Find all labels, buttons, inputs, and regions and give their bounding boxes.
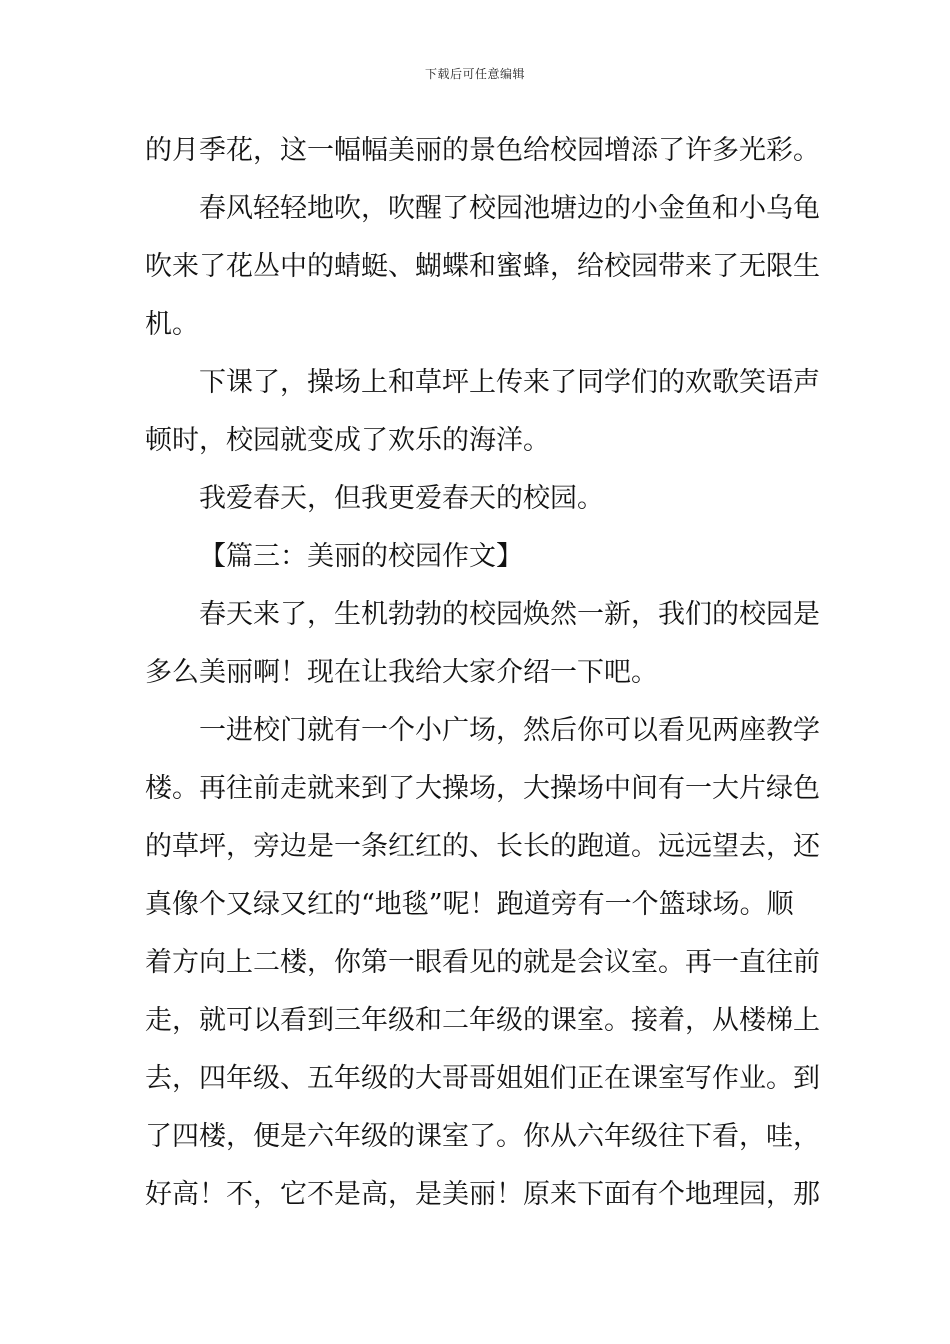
paragraph: [145, 706, 820, 1228]
text-line: 吹来了花丛中的蜻蜓、蝴蝶和蜜蜂，给校园带来了无限生: [145, 251, 820, 282]
page-header: 下载后可任意编辑: [424, 67, 525, 81]
paragraph: [145, 184, 820, 358]
paragraph: [145, 358, 820, 474]
text-line: 真像个又绿又红的“地毯”呢！跑道旁有一个篮球场。顺: [145, 889, 794, 920]
paragraph: [145, 474, 810, 532]
section-heading: [145, 532, 810, 590]
text-line: 的月季花，这一幅幅美丽的景色给校园增添了许多光彩。: [145, 135, 820, 166]
text-line: 一进校门就有一个小广场，然后你可以看见两座教学: [199, 715, 820, 746]
section-heading-text: 【篇三：美丽的校园作文】: [199, 541, 523, 572]
document-body: [145, 126, 820, 1228]
text-line: 走，就可以看到三年级和二年级的课室。接着，从楼梯上: [145, 1005, 820, 1036]
text-line: 下课了，操场上和草坪上传来了同学们的欢歌笑语声: [199, 367, 820, 398]
text-line: 机。: [145, 309, 199, 340]
text-line: 去，四年级、五年级的大哥哥姐姐们正在课室写作业。到: [145, 1063, 820, 1094]
text-line: 的草坪，旁边是一条红红的、长长的跑道。远远望去，还: [145, 831, 820, 862]
text-line: 春风轻轻地吹，吹醒了校园池塘边的小金鱼和小乌龟: [199, 193, 820, 224]
text-line: 多么美丽啊！现在让我给大家介绍一下吧。: [145, 657, 658, 688]
paragraph: [145, 126, 820, 184]
text-line: 了四楼，便是六年级的课室了。你从六年级往下看，哇，: [145, 1121, 820, 1152]
text-line: 楼。再往前走就来到了大操场，大操场中间有一大片绿色: [145, 773, 820, 804]
paragraph: [145, 590, 820, 706]
text-line: 春天来了，生机勃勃的校园焕然一新，我们的校园是: [199, 599, 820, 630]
text-line: 顿时，校园就变成了欢乐的海洋。: [145, 425, 550, 456]
text-line: 着方向上二楼，你第一眼看见的就是会议室。再一直往前: [145, 947, 820, 978]
text-line: 好高！不，它不是高，是美丽！原来下面有个地理园，那: [145, 1179, 820, 1210]
text-line: 我爱春天，但我更爱春天的校园。: [199, 483, 604, 514]
